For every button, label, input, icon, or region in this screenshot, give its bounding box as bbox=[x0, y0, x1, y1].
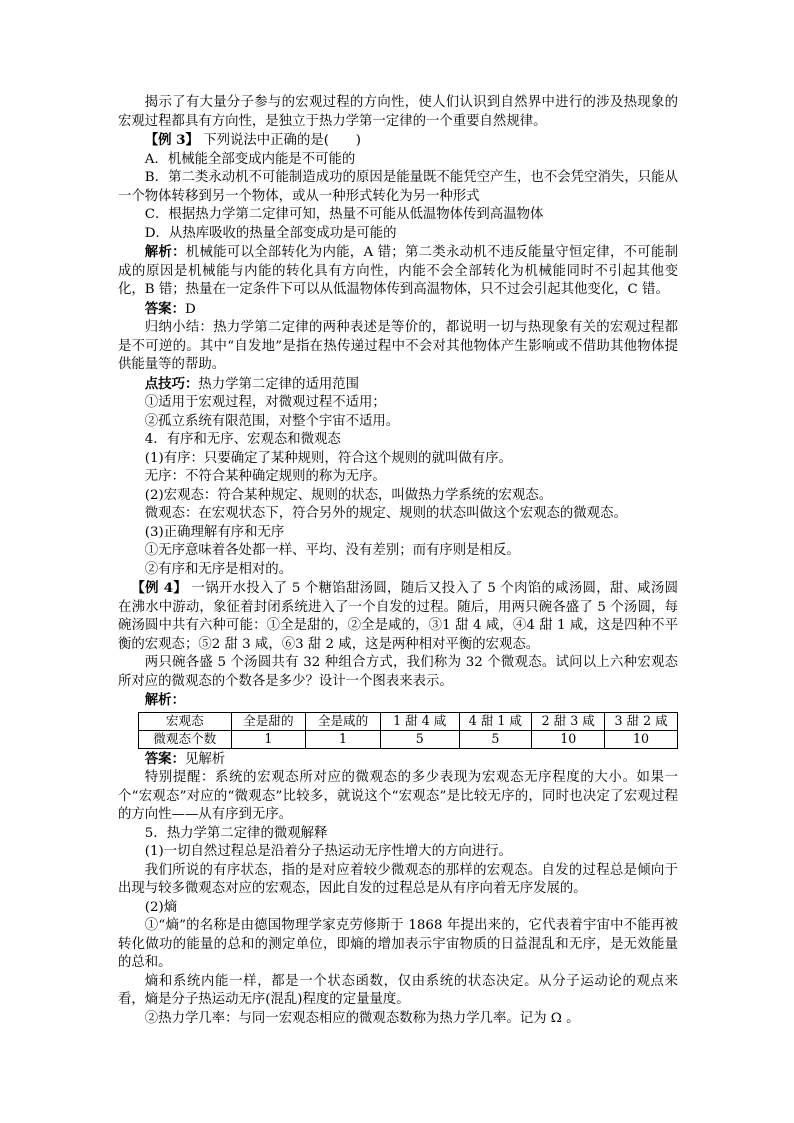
section-4-item-2b: 微观态：在宏观状态下，符合另外的规定、规则的状态叫做这个宏观态的微观态。 bbox=[144, 506, 627, 521]
example-3-answer bbox=[118, 300, 678, 320]
section-5-item-2a: ①“熵”的名称是由德国物理学家克劳修斯于 1868 年提出来的，它代表着宇宙中不能再被转化做功的能量的总和的测定单位，即熵的增加表示宇宙物质的日益混乱和无序，是无效能量的总和。 bbox=[118, 918, 678, 970]
table-cell: 微观态个数 bbox=[139, 730, 232, 748]
section-5-item-2: (2)熵 bbox=[144, 899, 178, 915]
option-d: D．从热库吸收的热量全部变成功是可能的 bbox=[144, 225, 397, 241]
answer-value-2: 见解析 bbox=[184, 751, 226, 767]
table-cell: 10 bbox=[532, 730, 605, 748]
section-5-item-1b: 我们所说的有序状态，指的是对应着较少微观态的那样的宏观态。自发的过程总是倾向于出现与较多微观态对应的宏观态，因此自发的过程总是从有序向着无序发展的。 bbox=[118, 862, 678, 896]
tip-text: 热力学第二定律的适用范围 bbox=[198, 376, 360, 392]
answer-label-2: 答案： bbox=[144, 750, 185, 767]
analysis-text: 机械能可以全部转化为内能，A 错；第二类永动机不违反能量守恒定律，不可能制成的原因是机械能与内能的转化具有方向性，内能不会全部转化为机械能同时不引起其他变化，B 错；热量在一定条件下可以从低温物体传到高温物体，只不过会引起其他变化，C 错。 bbox=[118, 245, 678, 297]
table-cell: 1 bbox=[306, 730, 381, 748]
example-4-analysis bbox=[118, 691, 678, 711]
table-cell: 1 甜 4 咸 bbox=[380, 712, 459, 730]
summary-paragraph: 归纳小结：热力学第二定律的两种表述是等价的，都说明一切与热现象有关的宏观过程都是不可逆的。其中“自发地”是指在热传递过程中不会对其他物体产生影响或不借助其他物体提供能量等的帮助。 bbox=[118, 320, 678, 372]
option-c: C．根据热力学第二定律可知，热量不可能从低温物体传到高温物体 bbox=[144, 207, 544, 222]
table-cell: 1 bbox=[231, 730, 306, 748]
section-4-item-3b: ②有序和无序是相对的。 bbox=[144, 561, 293, 577]
tip-item-1: ①适用于宏观过程，对微观过程不适用； bbox=[144, 395, 386, 410]
section-4-item-1b: 无序：不符合某种确定规则的称为无序。 bbox=[144, 469, 386, 484]
document-page bbox=[118, 94, 678, 1028]
example-3-tag: 【例 3】 bbox=[144, 132, 199, 148]
table-header-row bbox=[139, 712, 678, 730]
tip-label: 点技巧： bbox=[144, 375, 199, 392]
section-5-item-1: (1)一切自然过程总是沿着分子热运动无序性增大的方向进行。 bbox=[144, 844, 512, 859]
section-4-title: 4．有序和无序、宏观态和微观态 bbox=[144, 432, 341, 447]
special-text: ：系统的宏观态所对应的微观态的多少表现为宏观态无序程度的大小。如果一个“宏观态”对应的“微观态”比较多，就说这个“宏观态”是比较无序的，同时也决定了宏观过程的方向性——从有序到无序。 bbox=[118, 770, 679, 822]
section-4-item-3: (3)正确理解有序和无序 bbox=[144, 524, 285, 540]
tip-item-2: ②孤立系统有限范围，对整个宇宙不适用。 bbox=[144, 413, 400, 429]
tip-heading bbox=[118, 375, 678, 395]
section-5-item-2c: ②热力学几率：与同一宏观态相应的微观态数称为热力学几率。记为 Ω 。 bbox=[144, 1010, 580, 1026]
special-reminder bbox=[118, 769, 678, 825]
example-3-question bbox=[118, 131, 678, 151]
example-4-text-2: 两只碗各盛 5 个汤圆共有 32 种组合方式，我们称为 32 个微观态。试问以上六种宏观态所对应的微观态的个数各是多少？设计一个图表来表示。 bbox=[118, 655, 678, 689]
example-3-analysis bbox=[118, 243, 678, 300]
option-a: A．机械能全部变成内能是不可能的 bbox=[144, 151, 356, 167]
table-cell: 全是甜的 bbox=[231, 712, 306, 730]
table-cell: 3 甜 2 咸 bbox=[605, 712, 678, 730]
section-5-item-2b: 熵和系统内能一样，都是一个状态函数，仅由系统的状态决定。从分子运动论的观点来看，熵是分子热运动无序(混乱)程度的定量量度。 bbox=[118, 973, 678, 1007]
answer-value: D bbox=[184, 301, 196, 317]
table-cell: 4 甜 1 咸 bbox=[459, 712, 532, 730]
analysis-label-2: 解析： bbox=[144, 692, 185, 708]
analysis-label: 解析： bbox=[144, 244, 186, 260]
intro-paragraph: 揭示了有大量分子参与的宏观过程的方向性，使人们认识到自然界中进行的涉及热现象的宏观过程都具有方向性，是独立于热力学第一定律的一个重要自然规律。 bbox=[118, 95, 678, 129]
section-4-item-3a: ①无序意味着各处都一样、平均、没有差别；而有序则是相反。 bbox=[144, 543, 520, 558]
table-row bbox=[139, 730, 678, 748]
table-cell: 宏观态 bbox=[139, 712, 232, 730]
answer-label: 答案： bbox=[144, 300, 185, 317]
example-4-answer bbox=[118, 750, 678, 770]
table-cell: 2 甜 3 咸 bbox=[532, 712, 605, 730]
section-4-item-2: (2)宏观态：符合某种规定、规则的状态，叫做热力学系统的宏观态。 bbox=[144, 487, 553, 503]
table-cell: 10 bbox=[605, 730, 678, 748]
section-4-item-1: (1)有序：只要确定了某种规则，符合这个规则的就叫做有序。 bbox=[144, 450, 512, 466]
microstate-table bbox=[138, 712, 678, 749]
table-cell: 全是咸的 bbox=[306, 712, 381, 730]
example-4-question bbox=[118, 579, 678, 654]
section-5-title: 5．热力学第二定律的微观解释 bbox=[144, 825, 328, 841]
example-3-stem: 下列说法中正确的是( ) bbox=[198, 133, 361, 148]
special-label: 特别提醒 bbox=[144, 770, 201, 785]
table-cell: 5 bbox=[459, 730, 532, 748]
option-b: B．第二类永动机不可能制造成功的原因是能量既不能凭空产生，也不会凭空消失，只能从一个物体转移到另一个物体，或从一种形式转化为另一种形式 bbox=[118, 170, 678, 204]
example-4-tag: 【例 4】 bbox=[131, 580, 187, 596]
table-cell: 5 bbox=[380, 730, 459, 748]
example-4-text: 一锅开水投入了 5 个糖馅甜汤圆，随后又投入了 5 个肉馅的咸汤圆，甜、咸汤圆在沸水中游动，象征着封闭系统进入了一个自发的过程。随后，用两只碗各盛了 5 个汤圆，每碗汤圆中共有六种可能：①全是甜的，②全是咸的，③1 甜 4 咸，④4 甜 1 咸，这是四种不平衡的宏观态；⑤2 甜 3 咸，⑥3 甜 2 咸，这是两种相对平衡的宏观态。 bbox=[118, 581, 678, 652]
